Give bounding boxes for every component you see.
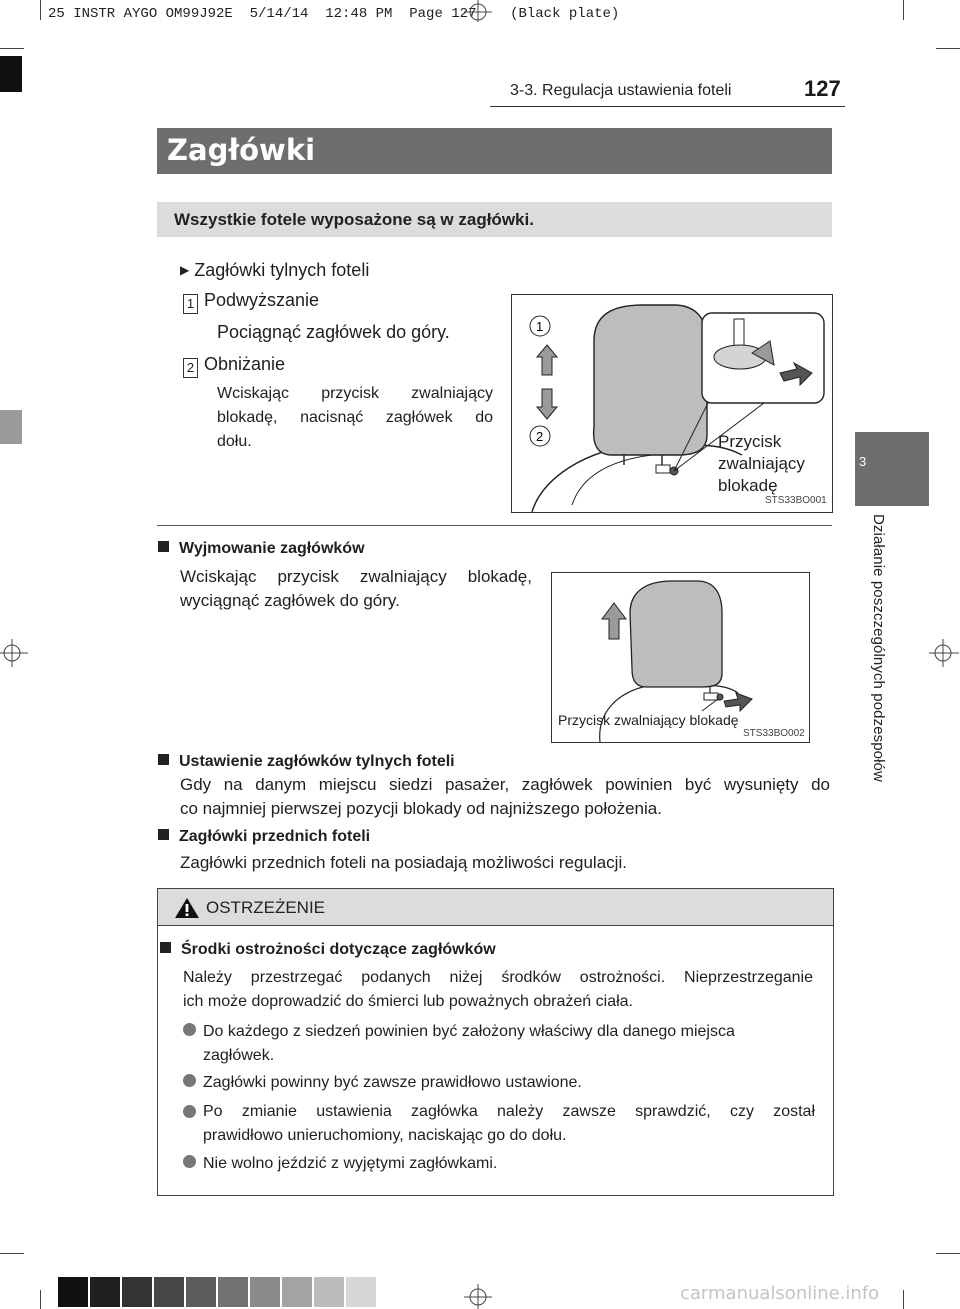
page-number: 127 [804, 76, 841, 101]
front-text: Zagłówki przednich foteli na posiadają możliwości regulacji. [180, 853, 627, 872]
crop-mark [903, 0, 904, 20]
color-swatch [186, 1277, 216, 1307]
step-number-icon: 1 [183, 294, 198, 314]
section-tab-title: Działanie poszczególnych podzespołów [870, 514, 887, 782]
round-bullet-icon [183, 1074, 196, 1087]
warning-box [157, 888, 834, 1196]
removal-text: Wciskając przycisk zwalniający blokadę, wyciągnąć zagłówek do góry. [180, 567, 532, 610]
color-swatch [58, 1277, 88, 1307]
removal-heading: Wyjmowanie zagłówków [158, 537, 365, 561]
triangle-bullet-icon: ▶ [180, 263, 190, 277]
warning-item: Nie wolno jeździć z wyjętymi zagłówkami. [183, 1152, 815, 1176]
step-1: 1 Podwyższanie [183, 288, 319, 314]
warning-heading: Środki ostrożności dotyczące zagłówków [160, 938, 496, 962]
crop-mark [40, 1290, 41, 1309]
color-swatch [314, 1277, 344, 1307]
watermark: carmanualsonline.info [680, 1283, 880, 1304]
crop-mark [40, 0, 41, 20]
registration-mark [458, 0, 498, 22]
warning-triangle-icon [174, 897, 200, 919]
color-swatch [218, 1277, 248, 1307]
edge-tab [0, 410, 22, 444]
crop-mark [0, 1253, 24, 1254]
round-bullet-icon [183, 1105, 196, 1118]
square-bullet-icon [160, 942, 171, 953]
round-bullet-icon [183, 1155, 196, 1168]
section-tab-number: 3 [859, 454, 867, 469]
section-tab [855, 432, 929, 506]
step-2-text: Wciskając przycisk zwalniający blokadę, nacisnąć zagłówek do dołu. [217, 385, 493, 450]
figure-number-1: 1 [536, 319, 544, 334]
figure-code: STS33BO001 [765, 495, 827, 506]
registration-mark [0, 633, 30, 673]
header-rule [490, 106, 845, 107]
step-number-icon: 2 [183, 358, 198, 378]
adjust-rear-heading: Ustawienie zagłówków tylnych foteli [158, 750, 455, 774]
warning-item: Do każdego z siedzeń powinien być założony właściwy dla danego miejsca zagłówek. [183, 1020, 815, 1068]
crop-mark [903, 1290, 904, 1309]
release-button-callout: Przycisk zwalniający blokadę [558, 712, 739, 728]
adjust-rear-text: Gdy na danym miejscu siedzi pasażer, zagłówek powinien być wysunięty do co najmniej pierwszej pozycji blokady od najniższego położenia. [180, 775, 830, 818]
color-swatch [90, 1277, 120, 1307]
print-header: 25 INSTR AYGO OM99J92E 5/14/14 12:48 PM Page 127 (Black plate) [48, 6, 620, 22]
figure-number-2: 2 [536, 429, 544, 444]
figure-code: STS33BO002 [743, 728, 805, 739]
subtitle-bar [157, 202, 832, 237]
color-swatch [250, 1277, 280, 1307]
color-swatch [282, 1277, 312, 1307]
rear-heading: ▶ Zagłówki tylnych foteli [180, 260, 370, 280]
color-swatch [154, 1277, 184, 1307]
subtitle: Wszystkie fotele wyposażone są w zagłówki. [174, 210, 534, 229]
warning-intro: Należy przestrzegać podanych niżej środków ostrożności. Nieprzestrzeganie ich może doprowadzić do śmierci lub poważnych obrażeń ciała. [183, 969, 813, 1010]
crop-mark [936, 48, 960, 49]
edge-tab [0, 56, 22, 92]
registration-mark [925, 633, 960, 673]
section-divider [157, 525, 832, 526]
warning-item: Zagłówki powinny być zawsze prawidłowo ustawione. [183, 1071, 815, 1095]
warning-label: OSTRZEŻENIE [206, 898, 326, 917]
square-bullet-icon [158, 541, 169, 552]
round-bullet-icon [183, 1023, 196, 1036]
step-2: 2 Obniżanie [183, 352, 285, 378]
title-bar [157, 128, 832, 174]
crop-mark [0, 48, 24, 49]
warning-item: Po zmianie ustawienia zagłówka należy zawsze sprawdzić, czy został prawidłowo unieruchomiony, naciskając go do dołu. [183, 1100, 815, 1148]
running-head: 3-3. Regulacja ustawienia foteli [510, 82, 732, 99]
color-swatch [122, 1277, 152, 1307]
figure-headrest-removal [551, 572, 810, 743]
page-title: Zagłówki [167, 133, 316, 167]
color-swatch [346, 1277, 376, 1307]
square-bullet-icon [158, 829, 169, 840]
release-button-callout: Przycisk zwalniający blokadę [718, 432, 805, 495]
crop-mark [936, 1253, 960, 1254]
step-1-text: Pociągnąć zagłówek do góry. [217, 322, 450, 342]
registration-mark [458, 1284, 498, 1309]
square-bullet-icon [158, 754, 169, 765]
figure-headrest-adjust [511, 294, 833, 513]
warning-header [158, 889, 833, 926]
front-heading: Zagłówki przednich foteli [158, 825, 370, 849]
